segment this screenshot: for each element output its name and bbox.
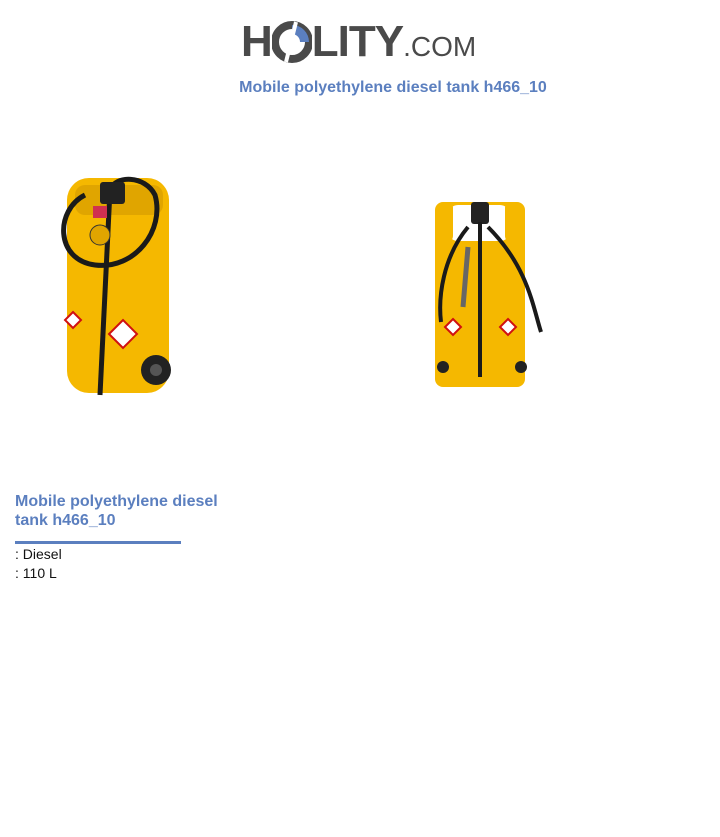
logo-text-com: .COM — [403, 31, 477, 62]
product-image-back[interactable] — [433, 197, 543, 387]
logo-text-h: H — [241, 17, 272, 66]
yellow-diesel-tank-image — [55, 170, 175, 405]
product-name: Mobile polyethylene diesel tank h466_10 — [15, 493, 218, 529]
spec-capacity: : 110 L — [15, 565, 57, 581]
spec-fuel: : Diesel — [15, 546, 62, 562]
yellow-diesel-tank-back-image — [433, 197, 543, 387]
logo-text-lity: LITY — [311, 17, 404, 66]
logo-o-icon — [272, 20, 312, 64]
page-title: Mobile polyethylene diesel tank h466_10 — [239, 79, 547, 96]
holity-logo[interactable] — [241, 10, 481, 70]
divider — [15, 541, 181, 544]
product-image-front[interactable] — [55, 170, 175, 405]
